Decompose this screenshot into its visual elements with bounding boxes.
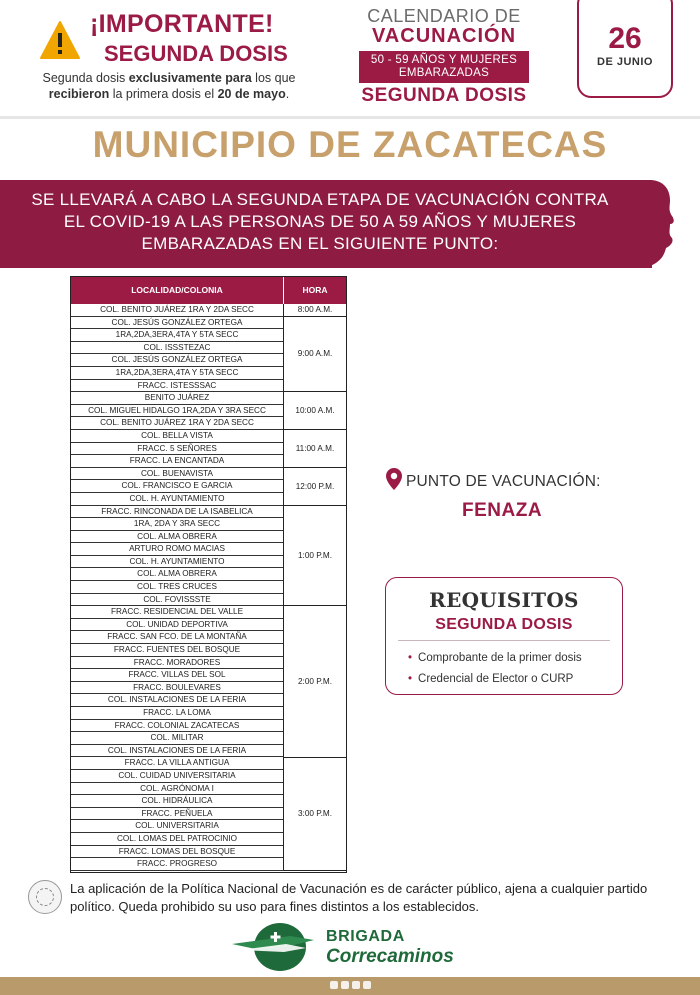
table-row: COL. BUENAVISTA bbox=[71, 468, 284, 481]
schedule-table bbox=[70, 276, 347, 873]
table-row: COL. H. AYUNTAMIENTO bbox=[71, 493, 284, 506]
table-row: FRACC. RESIDENCIAL DEL VALLE bbox=[71, 606, 284, 619]
announcement-text: SE LLEVARÁ A CABO LA SEGUNDA ETAPA DE VACUNACIÓN CONTRA EL COVID-19 A LAS PERSONAS DE 50 A 59 AÑOS Y MUJERES EMBARAZADAS EN EL SIGUIENTE PUNTO: bbox=[31, 190, 609, 253]
table-row: BENITO JUÁREZ bbox=[71, 392, 284, 405]
hour-cell bbox=[284, 468, 346, 506]
requirements-box bbox=[385, 577, 623, 695]
table-row: COL. FRANCISCO E GARCIA bbox=[71, 480, 284, 493]
table-row: FRACC. FUENTES DEL BOSQUE bbox=[71, 644, 284, 657]
table-row: COL. AGRÓNOMA I bbox=[71, 783, 284, 796]
table-row: COL. UNIDAD DEPORTIVA bbox=[71, 619, 284, 632]
table-row: COL. TRES CRUCES bbox=[71, 581, 284, 594]
table-row: COL. MILITAR bbox=[71, 732, 284, 745]
table-hours bbox=[284, 304, 346, 871]
instagram-icon[interactable] bbox=[352, 981, 360, 989]
table-row: COL. BENITO JUÁREZ 1RA Y 2DA SECC bbox=[71, 304, 284, 317]
table-row: COL. CUIDAD UNIVERSITARIA bbox=[71, 770, 284, 783]
hour-label: 10:00 A.M. bbox=[295, 406, 335, 416]
brand-line-2: Correcaminos bbox=[326, 946, 454, 967]
table-row: FRACC. LOMAS DEL BOSQUE bbox=[71, 846, 284, 859]
vaccination-point-label: PUNTO DE VACUNACIÓN: bbox=[406, 473, 601, 490]
hour-cell bbox=[284, 506, 346, 607]
brigada-correcaminos-logo-icon bbox=[230, 920, 318, 974]
calendar-line-2: VACUNACIÓN bbox=[371, 25, 517, 47]
table-row: COL. INSTALACIONES DE LA FERIA bbox=[71, 694, 284, 707]
hour-cell bbox=[284, 392, 346, 430]
table-row: COL. LOMAS DEL PATROCINIO bbox=[71, 833, 284, 846]
hour-cell bbox=[284, 317, 346, 393]
hour-cell bbox=[284, 758, 346, 871]
table-row: COL. JESÚS GONZÁLEZ ORTEGA bbox=[71, 317, 284, 330]
municipio-title: MUNICIPIO DE ZACATECAS bbox=[92, 124, 608, 165]
youtube-icon[interactable] bbox=[363, 981, 371, 989]
hour-label: 1:00 P.M. bbox=[298, 550, 332, 560]
social-icons bbox=[330, 981, 371, 989]
hour-label: 9:00 A.M. bbox=[297, 349, 333, 359]
table-row: COL. BELLA VISTA bbox=[71, 430, 284, 443]
table-row: COL. JESÚS GONZÁLEZ ORTEGA bbox=[71, 354, 284, 367]
woman-profile-icon bbox=[620, 176, 680, 270]
hour-cell bbox=[284, 606, 346, 757]
table-row: COL. FOVISSSTE bbox=[71, 594, 284, 607]
calendar-title-block bbox=[344, 6, 544, 107]
table-row: 1RA,2DA,3ERA,4TA Y 5TA SECC bbox=[71, 367, 284, 380]
table-row: FRACC. COLONIAL ZACATECAS bbox=[71, 720, 284, 733]
date-day: 26 bbox=[608, 22, 642, 55]
table-row: COL. H. AYUNTAMIENTO bbox=[71, 556, 284, 569]
date-badge bbox=[577, 0, 673, 98]
table-header bbox=[71, 277, 346, 304]
table-row: FRACC. PEÑUELA bbox=[71, 808, 284, 821]
table-row: 1RA, 2DA Y 3RA SECC bbox=[71, 518, 284, 531]
calendar-line-3: SEGUNDA DOSIS bbox=[361, 85, 527, 106]
header-divider bbox=[0, 116, 700, 119]
table-row: COL. MIGUEL HIDALGO 1RA,2DA Y 3RA SECC bbox=[71, 405, 284, 418]
hour-cell bbox=[284, 430, 346, 468]
table-row: FRACC. MORADORES bbox=[71, 657, 284, 670]
importante-title: ¡IMPORTANTE! bbox=[90, 10, 274, 38]
brand-line-1: BRIGADA bbox=[326, 928, 405, 945]
table-row: COL. ALMA OBRERA bbox=[71, 568, 284, 581]
vaccination-point-name: FENAZA bbox=[462, 500, 543, 521]
table-row: COL. HIDRÁULICA bbox=[71, 795, 284, 808]
table-row: COL. UNIVERSITARIA bbox=[71, 820, 284, 833]
government-seal-icon bbox=[28, 880, 62, 914]
table-row: COL. BENITO JUÁREZ 1RA Y 2DA SECC bbox=[71, 417, 284, 430]
column-header-hora: HORA bbox=[302, 285, 328, 295]
location-pin-icon bbox=[386, 468, 402, 490]
table-row: COL. INSTALACIONES DE LA FERIA bbox=[71, 745, 284, 758]
twitter-icon[interactable] bbox=[341, 981, 349, 989]
disclaimer-text: La aplicación de la Política Nacional de Vacunación es de carácter público, ajena a cualquier partido político. Queda prohibido su uso para fines distintos a los establecidos. bbox=[70, 881, 648, 914]
hour-label: 2:00 P.M. bbox=[298, 676, 332, 686]
requirements-subtitle: SEGUNDA DOSIS bbox=[435, 616, 573, 633]
table-row: FRACC. ISTESSSAC bbox=[71, 380, 284, 393]
table-row: FRACC. LA ENCANTADA bbox=[71, 455, 284, 468]
table-row: 1RA,2DA,3ERA,4TA Y 5TA SECC bbox=[71, 329, 284, 342]
requirements-divider bbox=[398, 640, 610, 641]
hour-label: 12:00 P.M. bbox=[295, 481, 335, 491]
table-row: ARTURO ROMO MACIAS bbox=[71, 543, 284, 556]
hour-cell bbox=[284, 304, 346, 317]
calendar-age-pill: 50 - 59 AÑOS Y MUJERES EMBARAZADAS bbox=[359, 51, 529, 83]
requirement-item: • Credencial de Elector o CURP bbox=[408, 669, 582, 690]
calendar-line-1: CALENDARIO DE bbox=[367, 6, 521, 26]
hour-label: 3:00 P.M. bbox=[298, 809, 332, 819]
hour-label: 8:00 A.M. bbox=[297, 305, 333, 315]
table-row: FRACC. LA VILLA ANTIGUA bbox=[71, 757, 284, 770]
table-row: FRACC. BOULEVARES bbox=[71, 682, 284, 695]
table-rows bbox=[71, 304, 284, 871]
table-row: FRACC. LA LOMA bbox=[71, 707, 284, 720]
requirement-item: • Comprobante de la primer dosis bbox=[408, 648, 582, 669]
requirements-list bbox=[408, 648, 582, 690]
facebook-icon[interactable] bbox=[330, 981, 338, 989]
table-row: FRACC. VILLAS DEL SOL bbox=[71, 669, 284, 682]
table-row: FRACC. 5 SEÑORES bbox=[71, 443, 284, 456]
table-row: FRACC. PROGRESO bbox=[71, 858, 284, 871]
requirements-title: REQUISITOS bbox=[429, 588, 579, 612]
column-header-localidad: LOCALIDAD/COLONIA bbox=[71, 277, 284, 304]
header bbox=[0, 0, 700, 118]
importante-note: Segunda dosis exclusivamente para los que recibieron la primera dosis el 20 de mayo. bbox=[42, 71, 296, 101]
table-row: FRACC. RINCONADA DE LA ISABELICA bbox=[71, 506, 284, 519]
importante-subtitle: SEGUNDA DOSIS bbox=[104, 41, 288, 66]
table-row: COL. ISSSTEZAC bbox=[71, 342, 284, 355]
warning-icon bbox=[39, 20, 81, 60]
table-row: COL. ALMA OBRERA bbox=[71, 531, 284, 544]
table-row: FRACC. SAN FCO. DE LA MONTAÑA bbox=[71, 631, 284, 644]
date-month: DE JUNIO bbox=[597, 56, 653, 68]
hour-label: 11:00 A.M. bbox=[295, 443, 335, 453]
